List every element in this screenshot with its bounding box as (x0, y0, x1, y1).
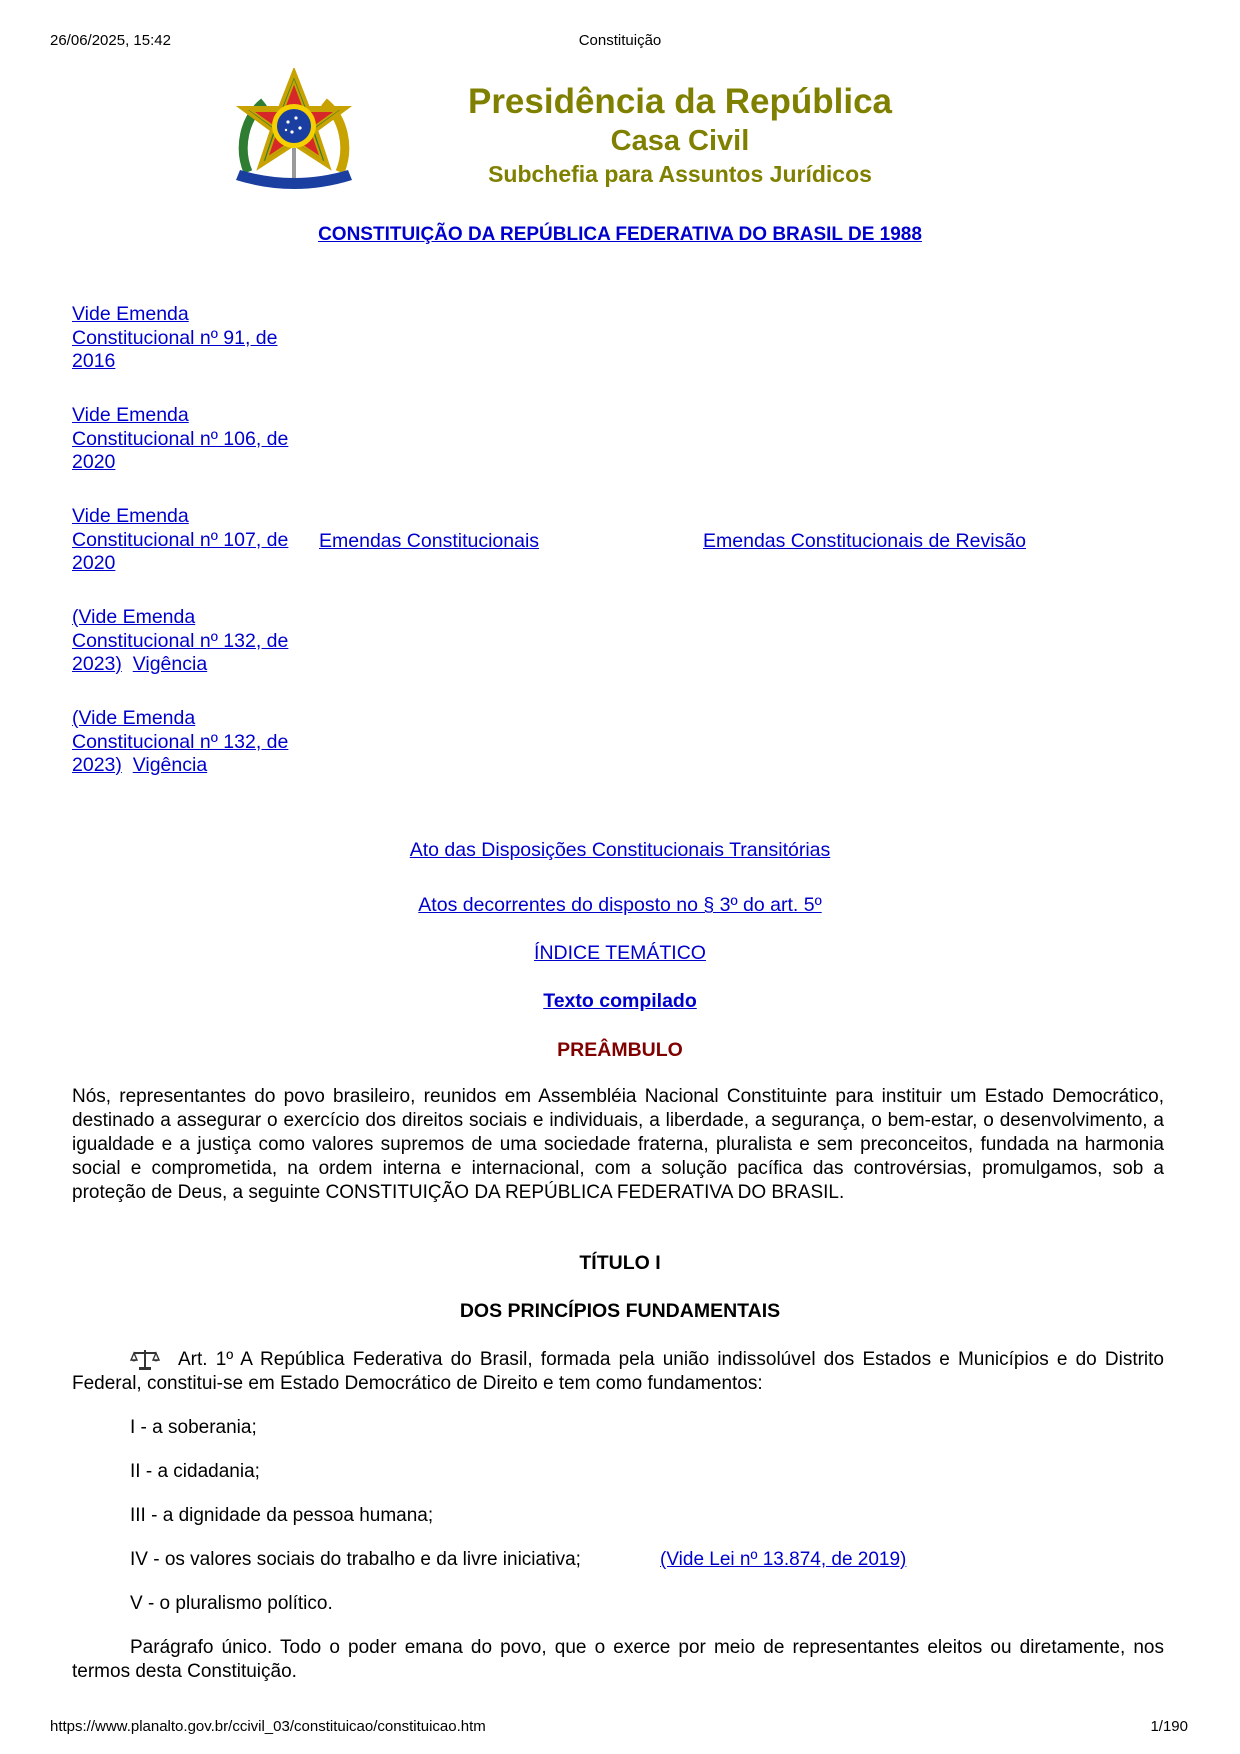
preambulo-text: Nós, representantes do povo brasileiro, reunidos em Assembléia Nacional Constituinte para instituir um Estado Democrático, destinado a assegurar o exercício dos direitos sociais e individuais, a liberdade, a segurança, o bem-estar, o desenvolvimento, a igualdade e a justiça como valores supremos de uma sociedade fraterna, pluralista e sem preconceitos, fundada na harmonia social e comprometida, na ordem interna e internacional, com a solução pacífica das controvérsias, promulgamos, sob a proteção de Deus, a seguinte CONSTITUIÇÃO DA REPÚBLICA FEDERATIVA DO BRASIL. (72, 1086, 1164, 1203)
adct-link[interactable]: Ato das Disposições Constitucionais Transitórias (409, 839, 831, 861)
emendas-constitucionais-link[interactable]: Emendas Constitucionais (319, 530, 540, 552)
art1-text: Art. 1º A República Federativa do Brasil, formada pela união indissolúvel dos Estados e Municípios e do Distrito Federal, constitui-se em Estado Democrático de Direito e tem como fundamentos: (72, 1349, 1164, 1394)
subchefia-title: Subchefia para Assuntos Jurídicos (488, 161, 872, 187)
art1-item: II - a cidadania; (130, 1461, 260, 1482)
art1-item: I - a soberania; (130, 1417, 257, 1438)
constitution-title-link[interactable]: CONSTITUIÇÃO DA REPÚBLICA FEDERATIVA DO BRASIL DE 1988 (318, 224, 922, 245)
vide-ec-132-link[interactable]: (Vide Emenda Constitucional nº 132, de 2023) (72, 606, 289, 675)
print-title: Constituição (578, 32, 662, 49)
brazil-coat-of-arms-icon (230, 68, 358, 198)
print-datetime: 26/06/2025, 15:42 (50, 32, 171, 49)
presidencia-title: Presidência da República (467, 82, 893, 121)
vide-ec-106-link[interactable]: Vide Emenda Constitucional nº 106, de 2020 (72, 404, 289, 473)
paragrafo-unico: Parágrafo único. Todo o poder emana do povo, que o exerce por meio de representantes eleitos ou diretamente, nos termos desta Constituição. (72, 1637, 1164, 1682)
art1-item: V - o pluralismo político. (130, 1593, 333, 1614)
atos-decorrentes-link[interactable]: Atos decorrentes do disposto no § 3º do art. 5º (418, 894, 822, 916)
titulo-heading: TÍTULO I (579, 1252, 661, 1274)
vide-lei-13874-link[interactable]: (Vide Lei nº 13.874, de 2019) (660, 1549, 907, 1570)
art1-item: IV - os valores sociais do trabalho e da livre iniciativa; (130, 1549, 581, 1570)
print-url: https://www.planalto.gov.br/ccivil_03/constituicao/constituicao.htm (50, 1718, 486, 1735)
emendas-revisao-link[interactable]: Emendas Constitucionais de Revisão (703, 530, 1027, 552)
texto-compilado-link[interactable]: Texto compilado (543, 990, 697, 1012)
vigencia-link[interactable]: Vigência (132, 653, 208, 675)
indice-tematico-link[interactable]: ÍNDICE TEMÁTICO (534, 942, 706, 964)
vigencia-link[interactable]: Vigência (132, 754, 208, 776)
casa-civil-title: Casa Civil (610, 125, 750, 157)
preambulo-heading: PREÂMBULO (557, 1039, 683, 1061)
titulo-subtitle: DOS PRINCÍPIOS FUNDAMENTAIS (459, 1300, 781, 1322)
vide-ec-107-link[interactable]: Vide Emenda Constitucional nº 107, de 2020 (72, 505, 289, 574)
vide-ec-91-link[interactable]: Vide Emenda Constitucional nº 91, de 2016 (72, 303, 278, 372)
art1-item: III - a dignidade da pessoa humana; (130, 1505, 434, 1526)
print-page-number: 1/190 (1150, 1718, 1188, 1735)
vide-ec-132-link[interactable]: (Vide Emenda Constitucional nº 132, de 2023) (72, 707, 289, 776)
